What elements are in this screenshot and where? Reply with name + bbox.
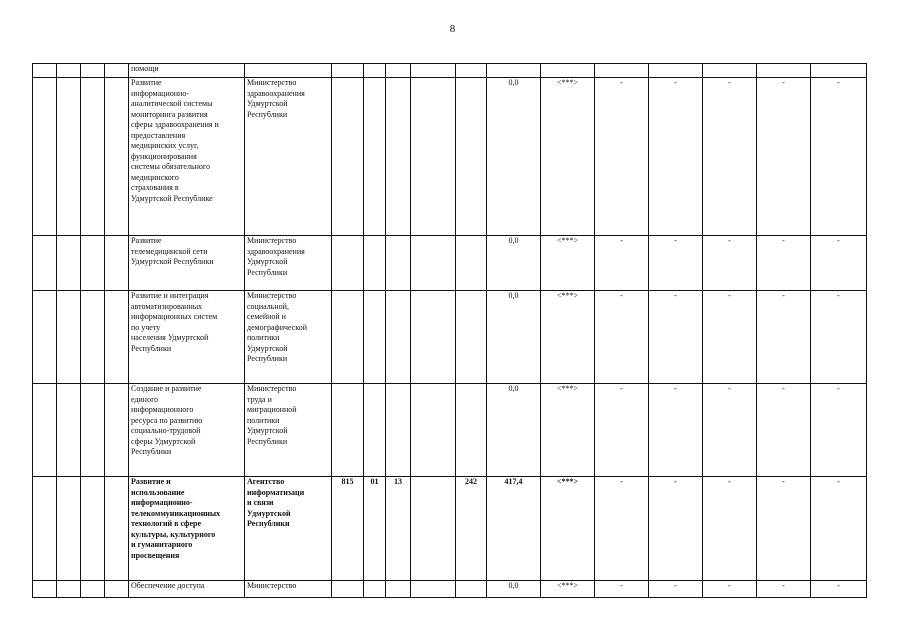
expense-type-cell (456, 291, 487, 384)
agency-cell: Министерство здравоохранения Удмуртской Республики (245, 236, 332, 291)
grbs-cell (332, 64, 364, 78)
code-cell-1 (33, 78, 57, 236)
code-cell-2 (57, 477, 81, 581)
code-cell-2 (57, 291, 81, 384)
measure-name-cell: Развитие информационно- аналитической системы мониторинга развития сферы здравоохранения и предоставления медицинских услуг, функционирования системы обязательного медицинского страхования в Удмуртской Республике (129, 78, 245, 236)
table-row (33, 291, 867, 384)
table-row (33, 581, 867, 598)
grbs-cell: 815 (332, 477, 364, 581)
amount-cell: 0,0 (487, 236, 541, 291)
year-col-1-cell: - (595, 291, 649, 384)
measure-name-cell: Создание и развитие единого информационного ресурса по развитию социально-трудовой сферы Удмуртской Республики (129, 384, 245, 477)
code-cell-3 (81, 236, 105, 291)
table-row (33, 236, 867, 291)
code-cell-2 (57, 236, 81, 291)
code-cell-3 (81, 477, 105, 581)
target-article-cell (411, 78, 456, 236)
year-col-4-cell: - (757, 581, 811, 598)
code-cell-1 (33, 236, 57, 291)
expense-type-cell: 242 (456, 477, 487, 581)
year-col-4-cell (757, 64, 811, 78)
agency-cell: Министерство (245, 581, 332, 598)
table-row (33, 64, 867, 78)
code-cell-2 (57, 581, 81, 598)
year-col-4-cell: - (757, 477, 811, 581)
code-cell-4 (105, 581, 129, 598)
amount-cell (487, 64, 541, 78)
year-col-1-cell: - (595, 581, 649, 598)
year-col-3-cell: - (703, 384, 757, 477)
code-cell-1 (33, 477, 57, 581)
code-cell-1 (33, 581, 57, 598)
expense-type-cell (456, 78, 487, 236)
year-col-5-cell: - (811, 384, 867, 477)
expense-type-cell (456, 384, 487, 477)
section-cell (364, 64, 386, 78)
code-cell-2 (57, 64, 81, 78)
year-col-5-cell: - (811, 236, 867, 291)
year-col-1-cell: - (595, 477, 649, 581)
year-col-1-cell (595, 64, 649, 78)
measure-name-cell: Развитие и использование информационно- телекоммуникационных технологий в сфере культуры, культурного и гуманитарного просвещения (129, 477, 245, 581)
year-col-2-cell (649, 64, 703, 78)
year-col-5-cell: - (811, 477, 867, 581)
plan-cell: <***> (541, 477, 595, 581)
measure-name-cell: помощи (129, 64, 245, 78)
year-col-2-cell: - (649, 291, 703, 384)
year-col-1-cell: - (595, 384, 649, 477)
amount-cell: 0,0 (487, 384, 541, 477)
year-col-2-cell: - (649, 78, 703, 236)
target-article-cell (411, 64, 456, 78)
amount-cell: 417,4 (487, 477, 541, 581)
year-col-3-cell: - (703, 581, 757, 598)
code-cell-2 (57, 78, 81, 236)
section-cell (364, 384, 386, 477)
agency-cell: Министерство здравоохранения Удмуртской Республики (245, 78, 332, 236)
section-cell (364, 236, 386, 291)
year-col-5-cell (811, 64, 867, 78)
code-cell-3 (81, 581, 105, 598)
measure-name-cell: Развитие телемедицинской сети Удмуртской Республики (129, 236, 245, 291)
page-number: 8 (449, 23, 456, 35)
grbs-cell (332, 78, 364, 236)
agency-cell: Министерство труда и миграционной политики Удмуртской Республики (245, 384, 332, 477)
year-col-2-cell: - (649, 477, 703, 581)
year-col-5-cell: - (811, 78, 867, 236)
expense-type-cell (456, 581, 487, 598)
year-col-2-cell: - (649, 581, 703, 598)
year-col-1-cell: - (595, 236, 649, 291)
year-col-4-cell: - (757, 291, 811, 384)
year-col-2-cell: - (649, 236, 703, 291)
subsection-cell: 13 (386, 477, 411, 581)
code-cell-3 (81, 78, 105, 236)
section-cell (364, 78, 386, 236)
code-cell-2 (57, 384, 81, 477)
code-cell-4 (105, 477, 129, 581)
section-cell (364, 581, 386, 598)
target-article-cell (411, 384, 456, 477)
measure-name-cell: Обеспечение доступа (129, 581, 245, 598)
plan-cell: <***> (541, 236, 595, 291)
code-cell-4 (105, 78, 129, 236)
agency-cell: Агентство информатизаци и связи Удмуртской Республики (245, 477, 332, 581)
plan-cell: <***> (541, 384, 595, 477)
section-cell (364, 291, 386, 384)
subsection-cell (386, 581, 411, 598)
year-col-3-cell: - (703, 477, 757, 581)
budget-table (32, 63, 867, 598)
year-col-1-cell: - (595, 78, 649, 236)
code-cell-4 (105, 236, 129, 291)
subsection-cell (386, 64, 411, 78)
measure-name-cell: Развитие и интеграция автоматизированных информационных систем по учету населения Удмуртской Республики (129, 291, 245, 384)
target-article-cell (411, 477, 456, 581)
subsection-cell (386, 78, 411, 236)
agency-cell (245, 64, 332, 78)
amount-cell: 0,0 (487, 78, 541, 236)
amount-cell: 0,0 (487, 581, 541, 598)
plan-cell: <***> (541, 581, 595, 598)
subsection-cell (386, 236, 411, 291)
section-cell: 01 (364, 477, 386, 581)
table-row (33, 78, 867, 236)
code-cell-4 (105, 291, 129, 384)
code-cell-1 (33, 384, 57, 477)
code-cell-1 (33, 64, 57, 78)
year-col-4-cell: - (757, 384, 811, 477)
target-article-cell (411, 291, 456, 384)
expense-type-cell (456, 236, 487, 291)
grbs-cell (332, 236, 364, 291)
year-col-5-cell: - (811, 581, 867, 598)
year-col-3-cell: - (703, 291, 757, 384)
target-article-cell (411, 236, 456, 291)
year-col-4-cell: - (757, 78, 811, 236)
target-article-cell (411, 581, 456, 598)
subsection-cell (386, 384, 411, 477)
plan-cell: <***> (541, 78, 595, 236)
year-col-3-cell: - (703, 236, 757, 291)
grbs-cell (332, 384, 364, 477)
plan-cell (541, 64, 595, 78)
year-col-2-cell: - (649, 384, 703, 477)
year-col-3-cell: - (703, 78, 757, 236)
code-cell-3 (81, 384, 105, 477)
year-col-5-cell: - (811, 291, 867, 384)
table-row (33, 384, 867, 477)
code-cell-3 (81, 64, 105, 78)
year-col-3-cell (703, 64, 757, 78)
code-cell-4 (105, 384, 129, 477)
code-cell-4 (105, 64, 129, 78)
table-row (33, 477, 867, 581)
code-cell-3 (81, 291, 105, 384)
amount-cell: 0,0 (487, 291, 541, 384)
expense-type-cell (456, 64, 487, 78)
agency-cell: Министерство социальной, семейной и демографической политики Удмуртской Республики (245, 291, 332, 384)
grbs-cell (332, 581, 364, 598)
grbs-cell (332, 291, 364, 384)
plan-cell: <***> (541, 291, 595, 384)
subsection-cell (386, 291, 411, 384)
code-cell-1 (33, 291, 57, 384)
year-col-4-cell: - (757, 236, 811, 291)
